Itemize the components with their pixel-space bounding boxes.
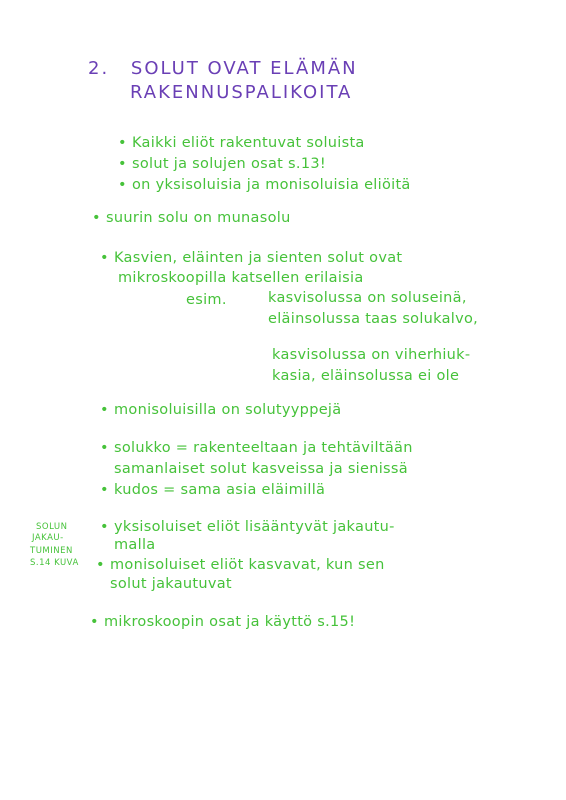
note-line-continued bbox=[114, 535, 155, 555]
margin-note-line bbox=[30, 546, 73, 556]
bullet-mark: • bbox=[100, 402, 109, 418]
note-line-continued bbox=[272, 345, 470, 365]
note-line-continued bbox=[268, 288, 467, 308]
margin-note-text: JAKAU- bbox=[32, 533, 64, 543]
bullet-mark: • bbox=[100, 250, 109, 266]
note-text: mikroskoopilla katsellen erilaisia bbox=[118, 270, 364, 286]
note-line-continued bbox=[272, 366, 459, 386]
note-line-continued bbox=[114, 459, 408, 479]
note-line bbox=[100, 400, 341, 420]
note-line bbox=[118, 154, 326, 174]
note-text: kasia, eläinsolussa ei ole bbox=[272, 368, 460, 384]
bullet-mark: • bbox=[100, 440, 109, 456]
bullet-mark: • bbox=[100, 519, 109, 535]
note-text: samanlaiset solut kasveissa ja sienissä bbox=[114, 461, 408, 477]
margin-note-line bbox=[36, 522, 67, 532]
bullet-mark: • bbox=[118, 156, 127, 172]
bullet-mark: • bbox=[96, 557, 105, 573]
note-text: solut ja solujen osat s.13! bbox=[132, 156, 326, 172]
bullet-mark: • bbox=[90, 614, 99, 630]
margin-note-text: SOLUN bbox=[36, 522, 68, 532]
note-line-continued bbox=[110, 574, 232, 594]
bullet-mark: • bbox=[118, 135, 127, 151]
note-line bbox=[118, 175, 411, 195]
note-line bbox=[100, 438, 413, 458]
note-line bbox=[90, 612, 355, 632]
note-text: monisoluiset eliöt kasvavat, kun sen bbox=[110, 557, 385, 573]
margin-note-text: S.14 KUVA bbox=[30, 558, 79, 568]
margin-note-line bbox=[30, 558, 79, 568]
note-text: Kasvien, eläinten ja sienten solut ovat bbox=[114, 250, 403, 266]
note-line bbox=[100, 480, 325, 500]
note-line bbox=[100, 248, 402, 268]
title-text-line-2: RAKENNUSPALIKOITA bbox=[130, 82, 353, 103]
title-text-line-1: SOLUT OVAT ELÄMÄN bbox=[130, 58, 358, 79]
note-text: on yksisoluisia ja monisoluisia eliöitä bbox=[132, 177, 411, 193]
note-line bbox=[100, 517, 395, 537]
note-line bbox=[96, 555, 385, 575]
note-text: suurin solu on munasolu bbox=[106, 210, 291, 226]
margin-note-text: TUMINEN bbox=[30, 546, 73, 556]
note-text: kasvisolussa on viherhiuk- bbox=[272, 347, 471, 363]
note-text: yksisoluiset eliöt lisääntyvät jakautu- bbox=[114, 519, 395, 535]
page-title-line-2 bbox=[130, 82, 352, 104]
note-text: mikroskoopin osat ja käyttö s.15! bbox=[104, 614, 356, 630]
note-text: solukko = rakenteeltaan ja tehtäviltään bbox=[114, 440, 413, 456]
bullet-mark: • bbox=[100, 482, 109, 498]
note-text: malla bbox=[114, 537, 156, 553]
title-number: 2. bbox=[88, 58, 110, 79]
page-title-line-1 bbox=[88, 58, 358, 80]
note-text: Kaikki eliöt rakentuvat soluista bbox=[132, 135, 365, 151]
note-text: solut jakautuvat bbox=[110, 576, 232, 592]
note-line-continued bbox=[118, 268, 364, 288]
note-line bbox=[118, 133, 365, 153]
margin-note-line bbox=[32, 533, 64, 543]
note-text: kasvisolussa on soluseinä, bbox=[268, 290, 467, 306]
note-text: kudos = sama asia eläimillä bbox=[114, 482, 326, 498]
note-text: esim. bbox=[186, 292, 227, 308]
note-line bbox=[92, 208, 291, 228]
bullet-mark: • bbox=[92, 210, 101, 226]
note-text: monisoluisilla on solutyyppejä bbox=[114, 402, 342, 418]
note-text: eläinsolussa taas solukalvo, bbox=[268, 311, 479, 327]
note-line-example-label bbox=[186, 290, 227, 310]
bullet-mark: • bbox=[118, 177, 127, 193]
note-line-continued bbox=[268, 309, 478, 329]
